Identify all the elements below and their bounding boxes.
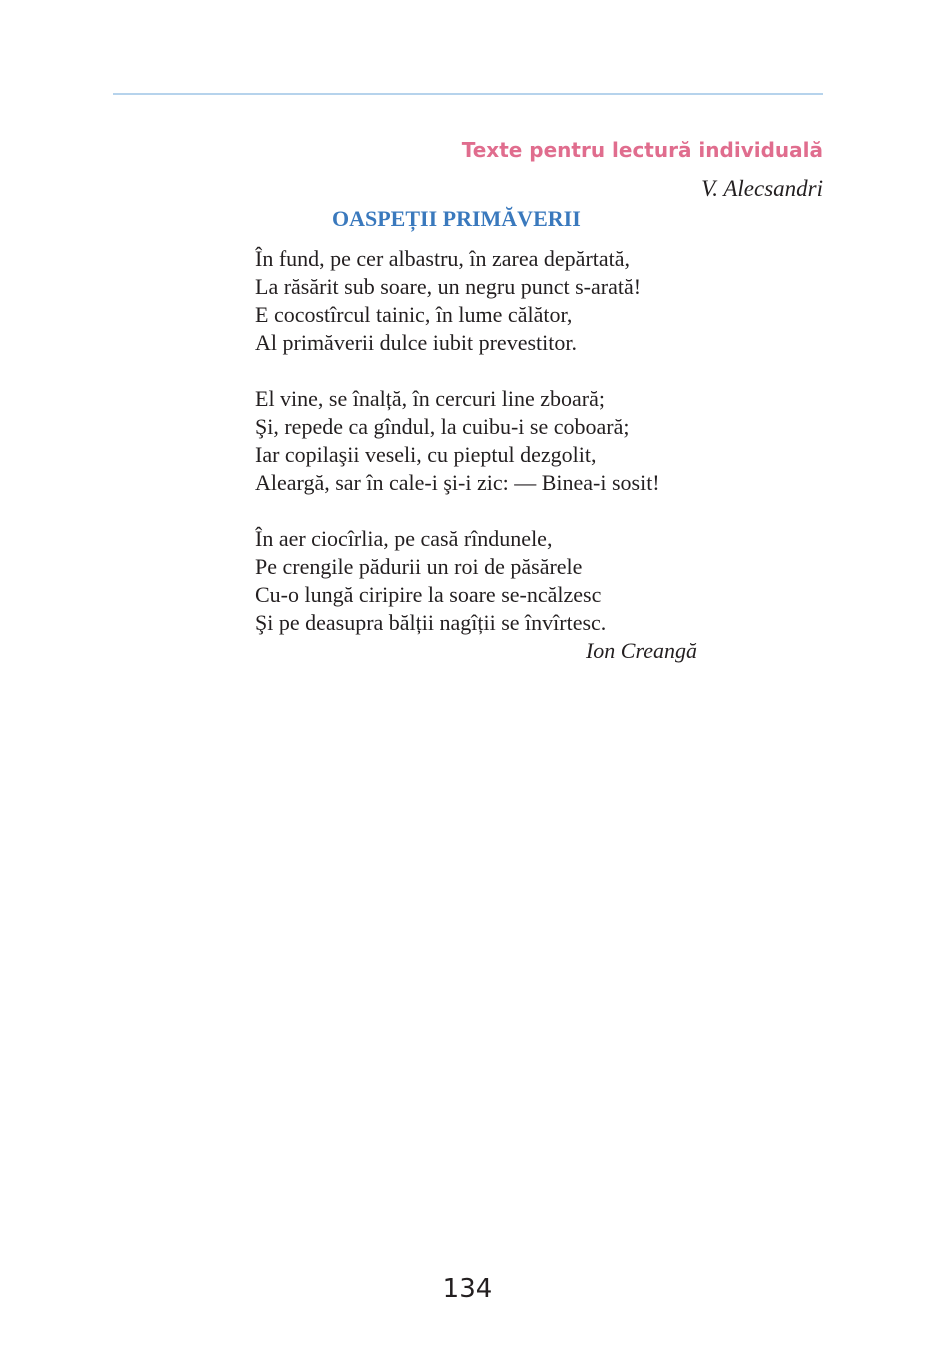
poem-line: Şi, repede ca gîndul, la cuibu-i se coboară; (255, 414, 630, 439)
poem-line: Pe crengile pădurii un roi de păsărele (255, 554, 583, 579)
poem-line: Aleargă, sar în cale-i şi-i zic: — Binea-i sosit! (255, 470, 660, 495)
poem-line: În fund, pe cer albastru, în zarea depărtată, (255, 246, 631, 271)
poem-line: Al primăverii dulce iubit prevestitor. (255, 330, 577, 355)
stanza-1 (255, 245, 660, 357)
poem-line: El vine, se înalță, în cercuri line zboară; (255, 386, 606, 411)
stanza-3 (255, 525, 660, 637)
poem-line: În aer ciocîrlia, pe casă rîndunele, (255, 526, 553, 551)
poem-line: E cocostîrcul tainic, în lume călător, (255, 302, 573, 327)
closing-author: Ion Creangă (585, 638, 697, 663)
author-name: V. Alecsandri (701, 176, 823, 201)
poem-title: OASPEȚII PRIMĂVERII (332, 206, 581, 231)
section-label: Texte pentru lectură individuală (461, 138, 823, 162)
poem-line: La răsărit sub soare, un negru punct s-arată! (255, 274, 642, 299)
poem-line: Cu-o lungă ciripire la soare se-ncălzesc (255, 582, 602, 607)
poem-body (255, 245, 660, 637)
page-number: 134 (442, 1274, 493, 1304)
header-divider (113, 93, 823, 95)
poem-line: Iar copilaşii veseli, cu pieptul dezgolit, (255, 442, 597, 467)
poem-line: Şi pe deasupra bălții nagîții se învîrtesc. (255, 610, 607, 635)
stanza-2 (255, 385, 660, 497)
